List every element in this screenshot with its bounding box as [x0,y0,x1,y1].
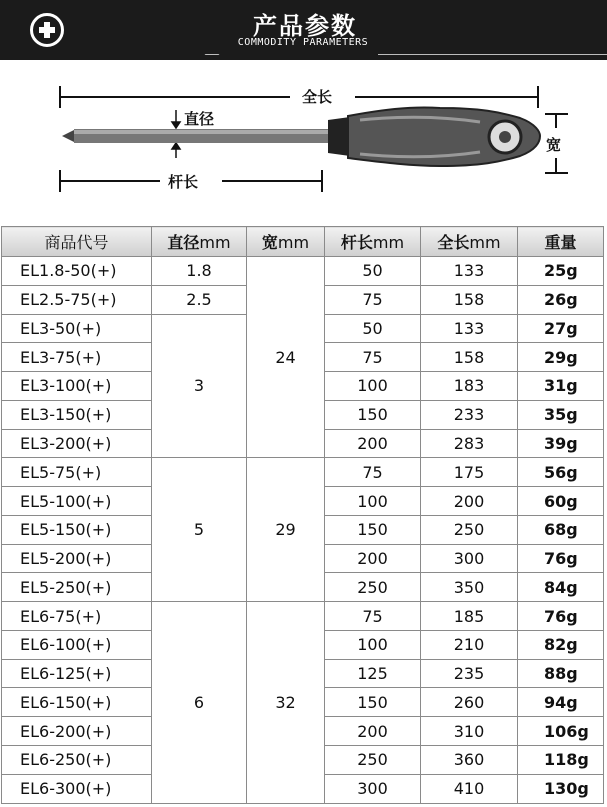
header-overall-length: 全长mm [421,227,518,257]
table-row: EL3-50(+) 3 50 133 27g [2,314,604,343]
header-shaft-length: 杆长mm [325,227,421,257]
table-row: EL2.5-75(+) 2.5 75 158 26g [2,285,604,314]
page-subtitle: COMMODITY PARAMETERS [237,37,369,48]
header-diameter: 直径mm [152,227,247,257]
spec-table [1,226,604,804]
table-row: EL6-100(+) 100 210 82g [2,630,604,659]
table-row: EL3-75(+) 75 158 29g [2,343,604,372]
width-cell-group-1: 24 [247,257,325,458]
table-row: EL6-150(+) 150 260 94g [2,688,604,717]
diameter-label: 直径 [184,110,215,128]
table-row: EL1.8-50(+) 1.8 24 50 133 25g [2,257,604,286]
table-header-row [2,227,604,257]
phillips-plus-icon [30,13,64,47]
width-label: 宽 [546,136,562,154]
dimension-diagram [0,70,607,210]
table-row: EL5-75(+) 5 29 75 175 56g [2,458,604,487]
table-row: EL5-150(+) 150 250 68g [2,515,604,544]
table-row: EL5-100(+) 100 200 60g [2,487,604,516]
shaft-length-label: 杆长 [162,171,204,192]
overall-length-label: 全长 [296,86,338,107]
width-cell-group-2: 29 [247,458,325,602]
header-weight: 重量 [518,227,604,257]
table-row: EL5-250(+) 250 350 84g [2,573,604,602]
width-cell-group-3: 32 [247,602,325,803]
table-row: EL3-150(+) 150 233 35g [2,400,604,429]
diameter-cell-group-5: 5 [152,458,247,602]
table-row: EL5-200(+) 200 300 76g [2,544,604,573]
table-row: EL3-100(+) 100 183 31g [2,372,604,401]
table-row: EL6-300(+) 300 410 130g [2,774,604,803]
handle-collar [328,117,350,156]
phillips-tip [62,130,74,142]
diameter-cell-group-6: 6 [152,602,247,803]
table-row: EL6-200(+) 200 310 106g [2,717,604,746]
header-width: 宽mm [247,227,325,257]
page-title: 产品参数 [253,12,357,40]
table-row: EL3-200(+) 200 283 39g [2,429,604,458]
table-row: EL6-250(+) 250 360 118g [2,746,604,775]
title-underline-right [378,54,607,55]
diameter-cell-group-3: 3 [152,314,247,458]
header-banner [0,0,607,60]
table-row: EL6-125(+) 125 235 88g [2,659,604,688]
header-code: 商品代号 [2,227,152,257]
table-row: EL6-75(+) 6 32 75 185 76g [2,602,604,631]
title-underline-left [205,54,220,55]
